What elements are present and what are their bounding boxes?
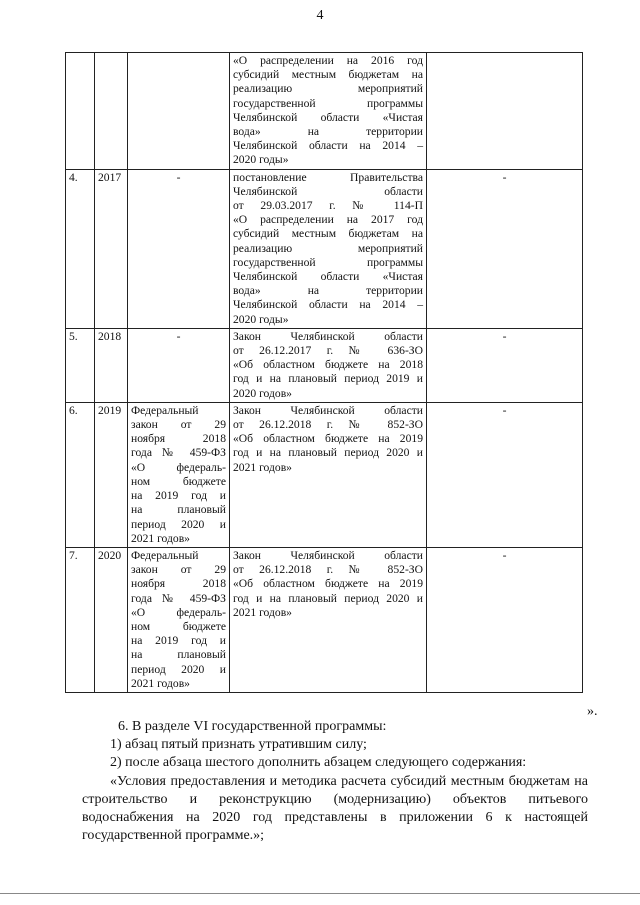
federal-act-line: период 2020 и [131, 662, 226, 676]
table-row [66, 53, 583, 170]
federal-act-line: на 2019 год и [131, 489, 226, 503]
regional-act-line: от 29.03.2017 г. № 114-П [233, 199, 423, 213]
cell-year: 2020 [95, 547, 128, 692]
regional-act-line: от 26.12.2018 г. № 852-ЗО [233, 563, 423, 577]
cell-regional-act [230, 402, 427, 547]
federal-act-line: на 2019 год и [131, 634, 226, 648]
paragraph-item-1: 1) абзац пятый признать утратившим силу; [110, 737, 367, 753]
regional-act-line: Закон Челябинской области [233, 329, 423, 343]
cell-year [95, 53, 128, 170]
federal-act-line: 2021 годов» [131, 676, 190, 690]
cell-number [66, 53, 95, 170]
cell-federal-act [128, 169, 230, 328]
regional-act-line: «О распределении на 2016 год [233, 54, 423, 67]
federal-act-line: ном бюджете [131, 619, 226, 633]
federal-act-line: - [176, 329, 181, 343]
federal-act-line: на плановый [131, 648, 226, 662]
regional-act-line: субсидий местным бюджетам на [233, 227, 423, 241]
federal-act-line: ном бюджете [131, 474, 226, 488]
regional-act-line: Челябинской области [233, 184, 423, 198]
regional-act-line: 2021 годов» [233, 605, 292, 619]
regional-act-line: 2020 годы» [233, 312, 289, 326]
cell-number: 5. [66, 328, 95, 402]
regional-act-line: «Об областном бюджете на 2019 [233, 577, 423, 591]
regional-act-line: Челябинской области на 2014 – [233, 139, 423, 153]
regional-act-line: год и на плановый период 2020 и [233, 591, 423, 605]
regional-act-line: 2020 годы» [233, 153, 289, 167]
cell-year: 2019 [95, 402, 128, 547]
federal-act-line: ноября 2018 [131, 577, 226, 591]
regional-act-line: 2020 годов» [233, 386, 292, 400]
page-number: 4 [316, 8, 324, 23]
regional-act-line: Челябинской области «Чистая [233, 110, 423, 124]
regional-act-line: от 26.12.2018 г. № 852-ЗО [233, 418, 423, 432]
regional-act-line: «Об областном бюджете на 2018 [233, 358, 423, 372]
cell-other-act [427, 53, 583, 170]
cell-other-act: - [427, 169, 583, 328]
regional-act-line: год и на плановый период 2019 и [233, 372, 423, 386]
cell-number: 6. [66, 402, 95, 547]
legal-acts-table [65, 52, 583, 693]
table-row [66, 328, 583, 402]
cell-federal-act [128, 53, 230, 170]
regional-act-line: 2021 годов» [233, 460, 292, 474]
cell-year: 2018 [95, 328, 128, 402]
cell-federal-act [128, 547, 230, 692]
body-text [82, 718, 588, 845]
regional-act-line: «О распределении на 2017 год [233, 213, 423, 227]
paragraph-section-6: 6. В разделе VI государственной программы: [118, 719, 387, 734]
regional-act-line: субсидий местным бюджетам на [233, 68, 423, 82]
table-row [66, 547, 583, 692]
cell-number: 4. [66, 169, 95, 328]
regional-act-line: реализацию мероприятий [233, 241, 423, 255]
federal-act-line: закон от 29 [131, 418, 226, 432]
regional-act-line: Закон Челябинской области [233, 403, 423, 417]
federal-act-line: года № 459-ФЗ [131, 446, 226, 460]
federal-act-line: «О федераль- [131, 460, 226, 474]
cell-federal-act [128, 402, 230, 547]
federal-act-line: - [176, 170, 181, 184]
cell-regional-act [230, 53, 427, 170]
federal-act-line: Федеральный [131, 548, 199, 562]
table-row [66, 169, 583, 328]
regional-act-line: государственной программы [233, 255, 423, 269]
cell-other-act: - [427, 402, 583, 547]
federal-act-line: на плановый [131, 503, 226, 517]
table-row [66, 402, 583, 547]
regional-act-line: год и на плановый период 2020 и [233, 446, 423, 460]
cell-other-act: - [427, 328, 583, 402]
regional-act-line: постановление Правительства [233, 170, 423, 184]
closing-quote: ». [587, 704, 598, 719]
federal-act-line: года № 459-ФЗ [131, 591, 226, 605]
cell-year: 2017 [95, 169, 128, 328]
regional-act-line: вода» на территории [233, 284, 423, 298]
federal-act-line: закон от 29 [131, 563, 226, 577]
regional-act-line: Челябинской области «Чистая [233, 270, 423, 284]
regional-act-line: Закон Челябинской области [233, 548, 423, 562]
federal-act-line: 2021 годов» [131, 531, 190, 545]
regional-act-line: от 26.12.2017 г. № 636-ЗО [233, 344, 423, 358]
federal-act-line: Федеральный [131, 403, 199, 417]
regional-act-line: вода» на территории [233, 125, 423, 139]
cell-regional-act [230, 169, 427, 328]
federal-act-line: ноября 2018 [131, 432, 226, 446]
cell-other-act: - [427, 547, 583, 692]
paragraph-item-2: 2) после абзаца шестого дополнить абзацем следующего содержания: [110, 755, 527, 771]
cell-regional-act [230, 328, 427, 402]
regional-act-line: реализацию мероприятий [233, 82, 423, 96]
cell-regional-act [230, 547, 427, 692]
federal-act-line: «О федераль- [131, 605, 226, 619]
cell-federal-act [128, 328, 230, 402]
footer-rule [0, 893, 640, 894]
regional-act-line: Челябинской области на 2014 – [233, 298, 423, 312]
federal-act-line: период 2020 и [131, 517, 226, 531]
table-body [66, 53, 583, 693]
regional-act-line: «Об областном бюджете на 2019 [233, 432, 423, 446]
regional-act-line: государственной программы [233, 96, 423, 110]
cell-number: 7. [66, 547, 95, 692]
paragraph-inserted-text: «Условия предоставления и методика расчета субсидий местным бюджетам на строительство и реконструкцию (модернизацию) объектов питьевого водоснабжения на 2020 год представлены в приложении 6 к настоящей государственной программе.»; [82, 773, 588, 844]
